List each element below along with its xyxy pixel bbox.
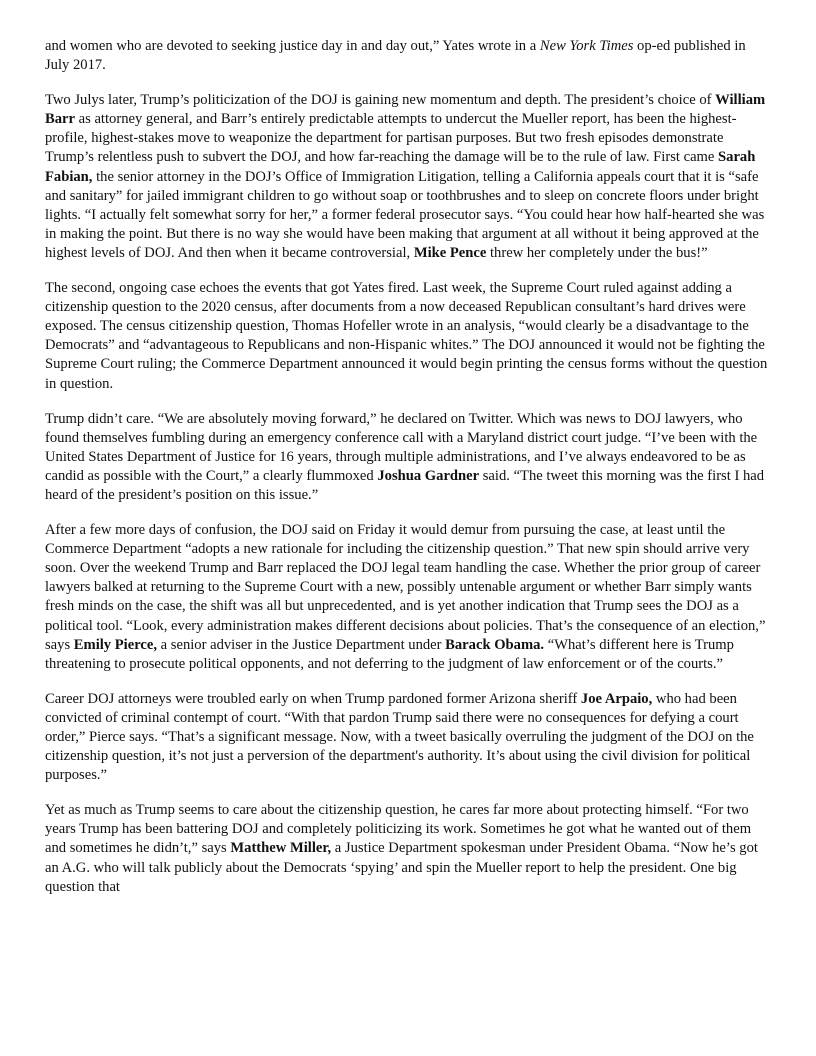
person-name: Mike Pence [413, 244, 487, 261]
person-name: Joshua Gardner [377, 467, 480, 484]
text-run: op-ed published in July 2017. [45, 38, 746, 74]
person-name: William Barr [45, 92, 766, 128]
publication-name: New York Times [539, 38, 634, 54]
text-run: After a few more days of confusion, the DOJ said on Friday it would demur from pursuing the case, at least until the Commerce Department “adopts a new rationale for including the citizenship question.” That new spin should arrive very soon. Over the weekend Trump and Barr replaced the DOJ legal team handling the case. Whether the prior group of career lawyers balked at returning to the Supreme Court with a new, possibly untenable argument or whether Barr simply wants fresh minds on the case, the shift was all but unprecedented, and is yet another indication that Trump sees the DOJ as a political tool. “Look, every administration makes different decisions about policies. That’s the consequence of an election,” says [45, 522, 766, 653]
person-name: Sarah Fabian, [45, 149, 756, 185]
text-run: as attorney general, and Barr’s entirely predictable attempts to undercut the Mueller report, has been the highest-profile, highest-stakes move to weaponize the department for partisan purposes. But two fresh episodes demonstrate Trump’s relentless push to subvert the DOJ, and how far-reaching the damage will be to the rule of law. First came [45, 111, 737, 166]
article-body [45, 37, 773, 913]
paragraph-5 [45, 521, 773, 674]
person-name: Barack Obama. [445, 636, 545, 653]
text-run: “What’s different here is Trump threatening to prosecute political opponents, and not deferring to the judgment of law enforcement or of the courts.” [45, 636, 734, 672]
text-run: said. “The tweet this morning was the first I had heard of the president’s position on this issue.” [45, 467, 765, 503]
text-run: Trump didn’t care. “We are absolutely moving forward,” he declared on Twitter. Which was news to DOJ lawyers, who found themselves fumbling during an emergency conference call with a Maryland district court judge. “I’ve been with the United States Department of Justice for 16 years, through multiple administrations, and I’ve always endeavored to be as candid as possible with the Court,” a clearly flummoxed [45, 410, 758, 484]
paragraph-7 [45, 801, 773, 896]
text-run: threw her completely under the bus!” [486, 244, 708, 261]
paragraph-3 [45, 279, 773, 394]
person-name: Joe Arpaio, [580, 690, 653, 707]
text-run: a senior adviser in the Justice Department under [157, 636, 446, 653]
text-run: Two Julys later, Trump’s politicization of the DOJ is gaining new momentum and depth. The president’s choice of [45, 92, 716, 109]
paragraph-2 [45, 91, 773, 263]
text-run: the senior attorney in the DOJ’s Office of Immigration Litigation, telling a California appeals court that it is “safe and sanitary” for jailed immigrant children to go without soap or toothbrushes and to sleep on concrete floors under bright lights. “I actually felt somewhat sorry for her,” a former federal prosecutor says. “You could hear how half-hearted she was in making the point. But there is no way she would have been making that argument at all without it being approved at the highest levels of DOJ. And then when it became controversial, [45, 168, 765, 261]
paragraph-4 [45, 410, 773, 505]
text-run: Yet as much as Trump seems to care about the citizenship question, he cares far more about protecting himself. “For two years Trump has been battering DOJ and completely politicizing its work. Sometimes he got what he wanted out of them and sometimes he didn’t,” says [45, 802, 752, 857]
text-run: and women who are devoted to seeking justice day in and day out,” Yates wrote in a [45, 38, 540, 54]
person-name: Emily Pierce, [73, 636, 158, 653]
text-run: who had been convicted of criminal contempt of court. “With that pardon Trump said there were no consequences for defying a court order,” Pierce says. “That’s a significant message. Now, with a tweet basically overruling the judgment of the DOJ on the citizenship question, it’s not just a perversion of the department's authority. It’s about using the civil division for political purposes.” [45, 690, 754, 784]
text-run: a Justice Department spokesman under President Obama. “Now he’s got an A.G. who will talk publicly about the Democrats ‘spying’ and spin the Mueller report to help the president. One big question that [45, 840, 758, 895]
paragraph-1 [45, 37, 773, 75]
text-run: The second, ongoing case echoes the events that got Yates fired. Last week, the Supreme Court ruled against adding a citizenship question to the 2020 census, after documents from a now deceased Republican consultant’s hard drives were exposed. The census citizenship question, Thomas Hofeller wrote in an analysis, “would clearly be a disadvantage to the Democrats” and “advantageous to Republicans and non-Hispanic whites.” The DOJ announced it would not be fighting the Supreme Court ruling; the Commerce Department announced it would begin printing the census forms without the question in question. [45, 280, 768, 392]
text-run: Career DOJ attorneys were troubled early on when Trump pardoned former Arizona sheriff [45, 690, 581, 707]
paragraph-6 [45, 690, 773, 785]
person-name: Matthew Miller, [230, 840, 332, 857]
